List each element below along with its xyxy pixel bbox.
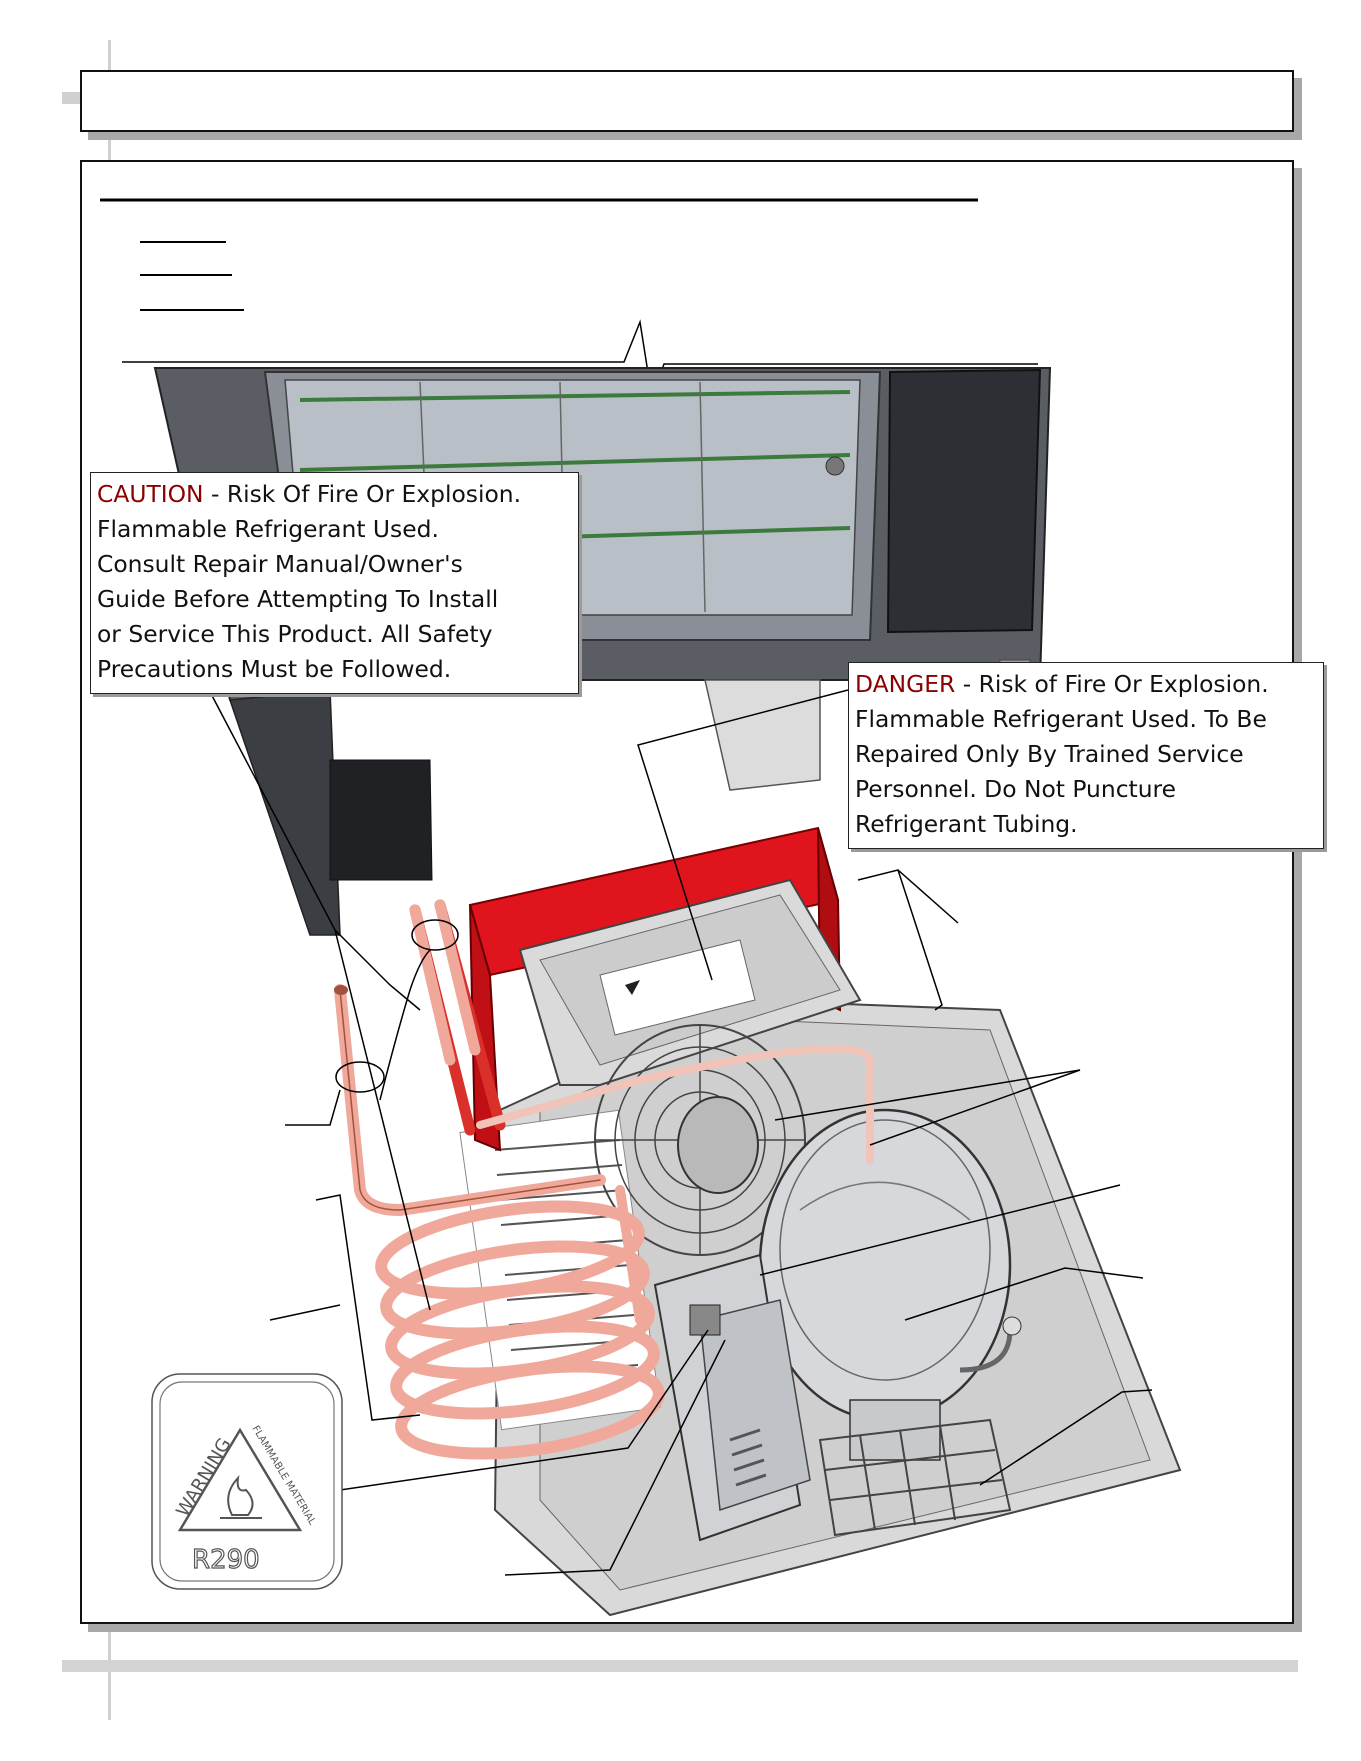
caution-callout [90,472,579,694]
caution-line-6: Precautions Must be Followed. [97,655,452,683]
danger-keyword: DANGER [855,670,956,698]
decal-word-warning: WARNING [172,1434,236,1521]
caution-line-1: - Risk Of Fire Or Explosion. [203,480,522,508]
decal-flammable-material: FLAMMABLE MATERIAL [249,1423,318,1528]
danger-line-4: Personnel. Do Not Puncture [855,775,1177,803]
danger-line-2: Flammable Refrigerant Used. To Be [855,705,1267,733]
caution-line-4: Guide Before Attempting To Install [97,585,499,613]
page-footer-bar [62,1660,1298,1672]
caution-line-5: or Service This Product. All Safety [97,620,493,648]
danger-line-1: - Risk of Fire Or Explosion. [955,670,1269,698]
danger-callout [848,662,1324,849]
caution-line-3: Consult Repair Manual/Owner's [97,550,463,578]
warning-decal [152,1374,342,1589]
leader-tube-ring-1 [285,1090,340,1125]
caution-keyword: CAUTION [97,480,204,508]
caution-line-2: Flammable Refrigerant Used. [97,515,439,543]
fan-motor [678,1097,758,1193]
danger-line-3: Repaired Only By Trained Service [855,740,1244,768]
danger-line-5: Refrigerant Tubing. [855,810,1078,838]
decal-refrigerant: R290 [192,1545,260,1575]
bracket-condenser [858,870,942,1010]
